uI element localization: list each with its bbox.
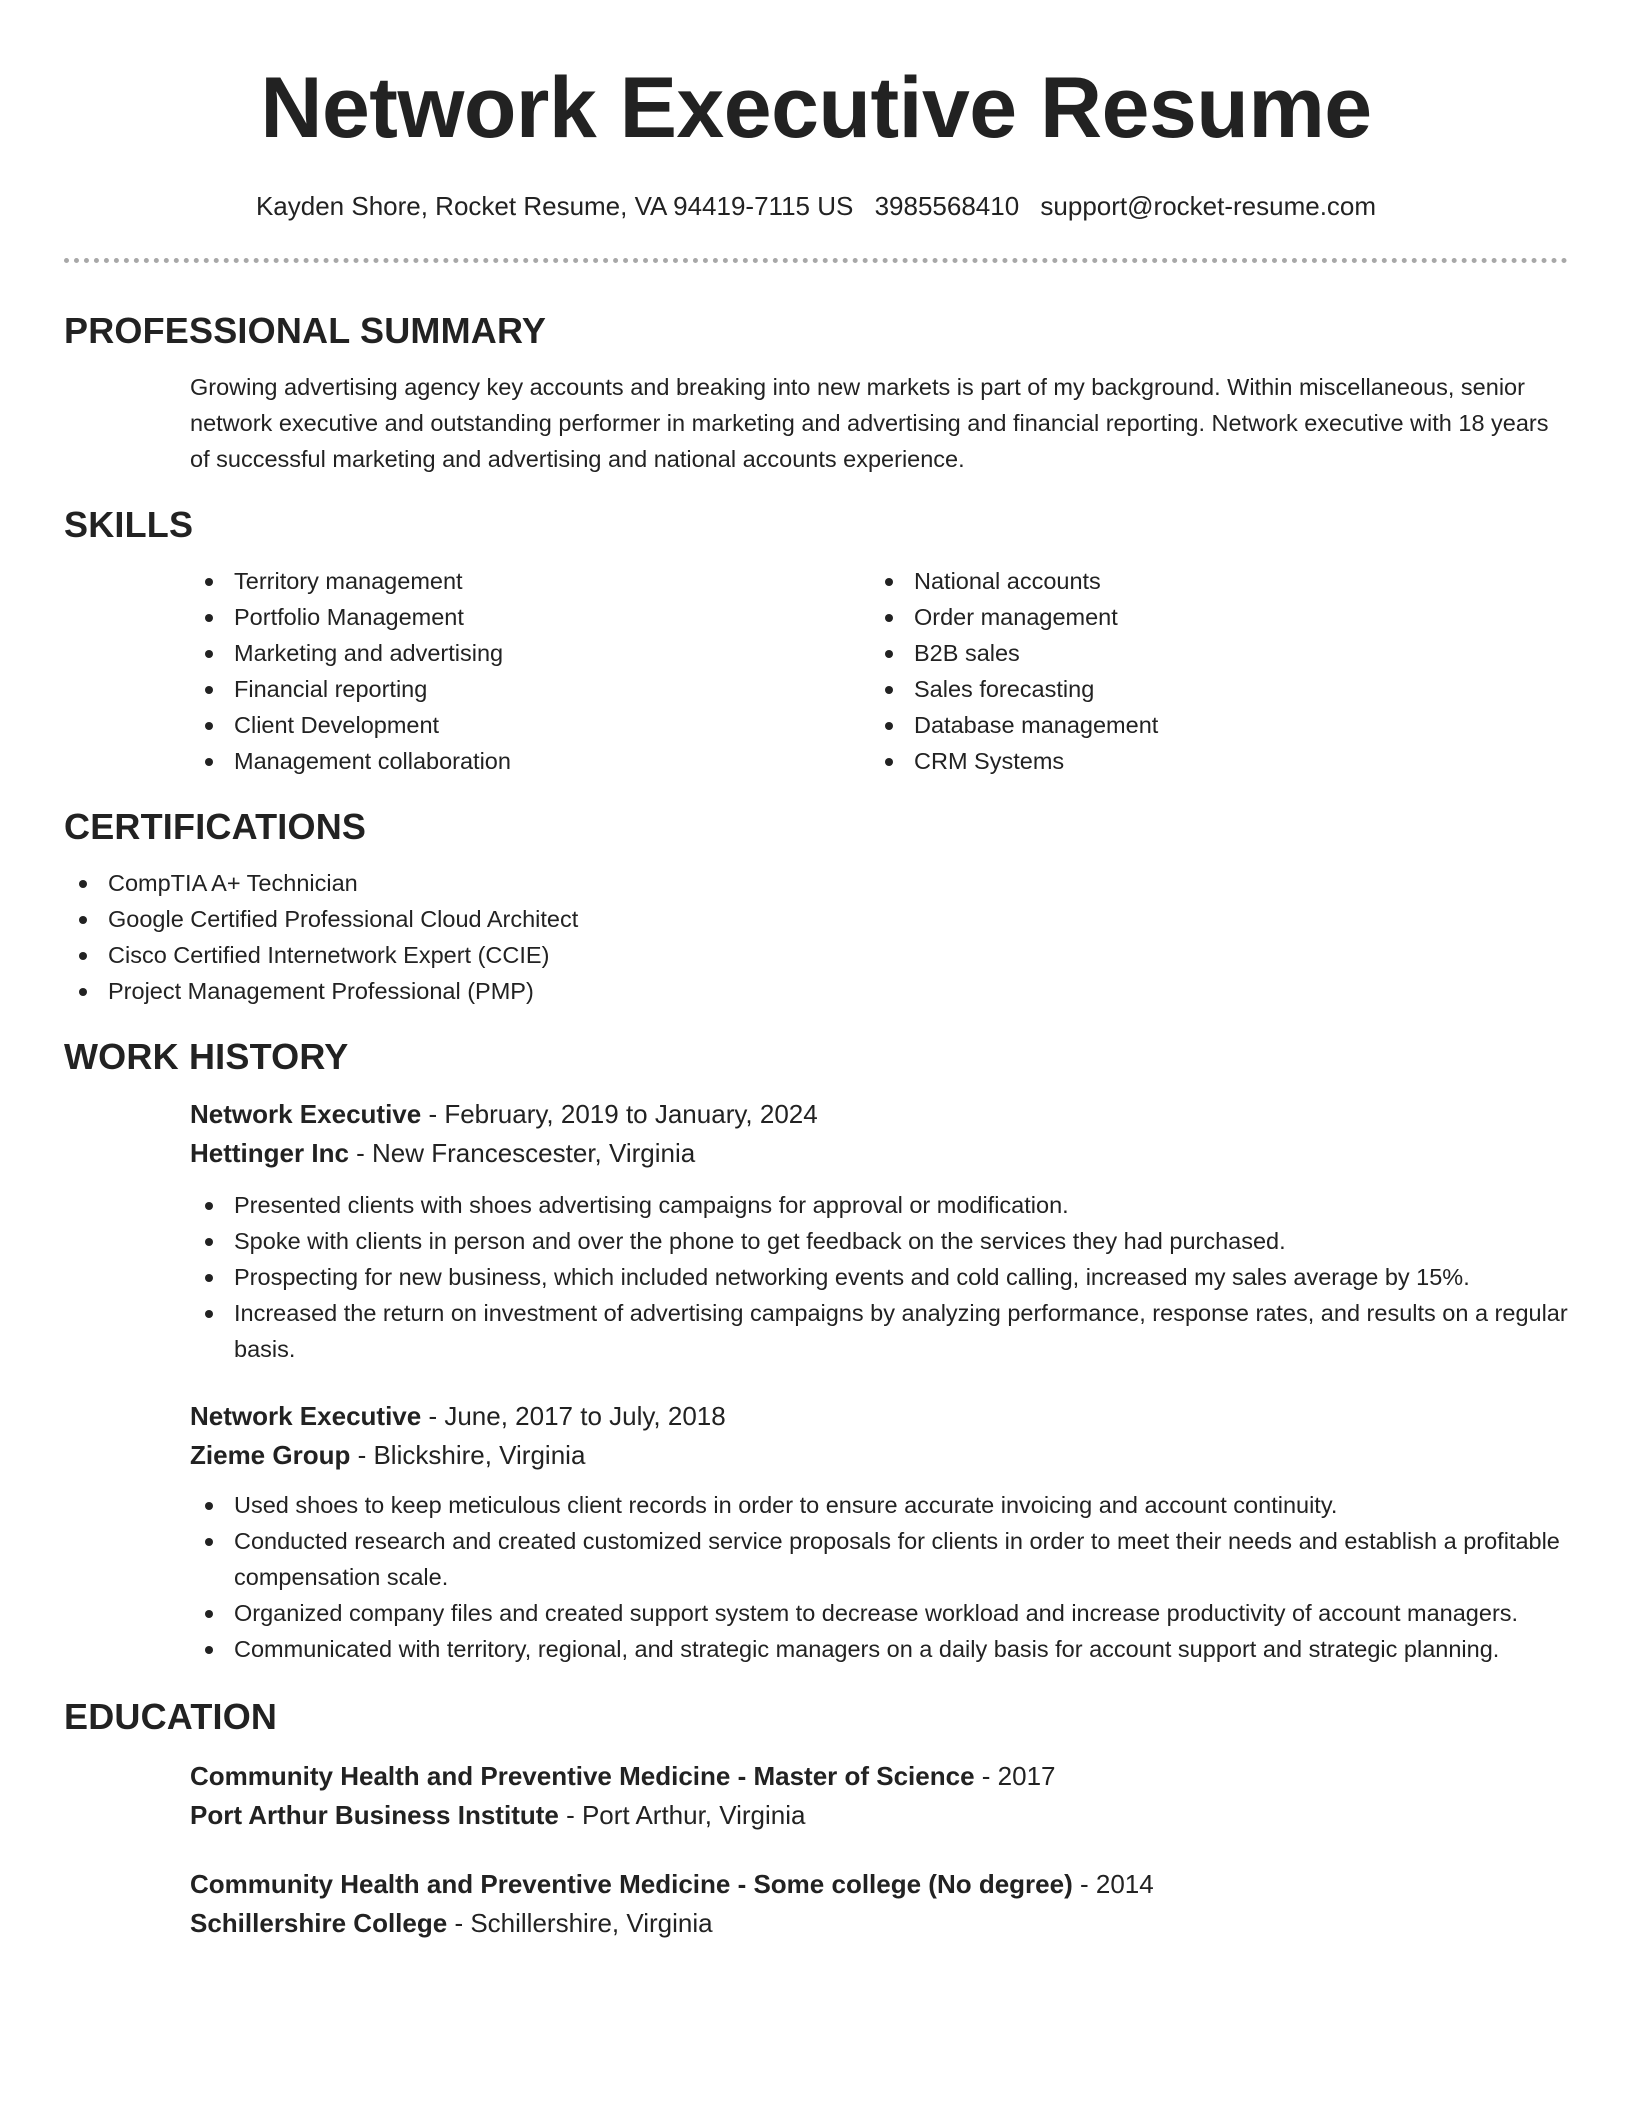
education-location: - Schillershire, Virginia [447,1908,713,1938]
job-company: Zieme Group [190,1440,351,1470]
education-degree-line [190,1757,1568,1796]
skill-item: Financial reporting [190,671,870,707]
certification-item: CompTIA A+ Technician [64,865,1568,901]
skill-item: Order management [870,599,1550,635]
summary-section [64,309,1568,477]
job-location: - New Francescester, Virginia [348,1138,696,1168]
certifications-section [64,805,1568,1009]
job-company-line [190,1436,1568,1475]
education-section [64,1695,1568,1943]
skill-item: National accounts [870,563,1550,599]
resume-title: Network Executive Resume [260,60,1372,156]
education-school: Schillershire College [190,1908,448,1938]
certifications-heading: CERTIFICATIONS [64,806,367,847]
job-bullet: Prospecting for new business, which included networking events and cold calling, increased my sales average by 15%. [190,1259,1568,1295]
skills-list-left [190,563,870,779]
contact-address: Kayden Shore, Rocket Resume, VA 94419-7115 US [255,191,854,221]
education-heading: EDUCATION [64,1696,278,1737]
certifications-list [64,865,1568,1009]
education-entry [190,1865,1568,1943]
education-year: - 2017 [974,1761,1056,1791]
job-dates: - June, 2017 to July, 2018 [421,1401,726,1431]
resume-page [64,0,1568,1943]
skill-item: Territory management [190,563,870,599]
skill-item: B2B sales [870,635,1550,671]
skill-item: Marketing and advertising [190,635,870,671]
job-bullets [190,1487,1568,1667]
job-title: Network Executive [190,1099,422,1129]
education-school: Port Arthur Business Institute [190,1800,559,1830]
skill-item: Portfolio Management [190,599,870,635]
summary-heading: PROFESSIONAL SUMMARY [64,310,547,351]
education-school-line [190,1904,1568,1943]
job-bullet: Presented clients with shoes advertising campaigns for approval or modification. [190,1187,1568,1223]
job-title: Network Executive [190,1401,422,1431]
education-year: - 2014 [1072,1869,1154,1899]
job-entry [190,1397,1568,1667]
skill-item: Sales forecasting [870,671,1550,707]
work-heading: WORK HISTORY [64,1036,349,1077]
education-degree-line [190,1865,1568,1904]
skills-columns [190,563,1568,779]
education-school-line [190,1796,1568,1835]
job-bullet: Increased the return on investment of advertising campaigns by analyzing performance, response rates, and results on a regular basis. [190,1295,1568,1367]
job-bullet: Spoke with clients in person and over the phone to get feedback on the services they had purchased. [190,1223,1568,1259]
certification-item: Project Management Professional (PMP) [64,973,1568,1009]
summary-text: Growing advertising agency key accounts and breaking into new markets is part of my background. Within miscellaneous, senior network executive and outstanding performer in marketing and advertising and financial reporting. Network executive with 18 years of successful marketing and advertising and national accounts experience. [190,374,1549,472]
job-bullet: Used shoes to keep meticulous client records in order to ensure accurate invoicing and account continuity. [190,1487,1568,1523]
skill-item: Management collaboration [190,743,870,779]
education-degree: Community Health and Preventive Medicine - Master of Science [190,1761,975,1791]
education-entry [190,1757,1568,1835]
job-location: - Blickshire, Virginia [350,1440,586,1470]
job-title-line [190,1397,1568,1436]
job-bullet: Organized company files and created support system to decrease workload and increase productivity of account managers. [190,1595,1568,1631]
education-degree: Community Health and Preventive Medicine - Some college (No degree) [190,1869,1073,1899]
job-dates: - February, 2019 to January, 2024 [421,1099,818,1129]
skill-item: Database management [870,707,1550,743]
skills-heading: SKILLS [64,504,194,545]
skill-item: CRM Systems [870,743,1550,779]
job-title-line [190,1095,1568,1134]
skills-list-right [870,563,1550,779]
job-bullets [190,1187,1568,1367]
job-entry [190,1095,1568,1367]
certification-item: Google Certified Professional Cloud Architect [64,901,1568,937]
job-company-line [190,1134,1568,1173]
skill-item: Client Development [190,707,870,743]
contact-line [64,188,1568,224]
contact-phone: 3985568410 [874,191,1020,221]
certification-item: Cisco Certified Internetwork Expert (CCIE) [64,937,1568,973]
job-bullet: Conducted research and created customized service proposals for clients in order to meet their needs and establish a profitable compensation scale. [190,1523,1568,1595]
skills-section [64,503,1568,779]
work-section [64,1035,1568,1667]
contact-email: support@rocket-resume.com [1040,191,1377,221]
header-divider [64,258,1568,263]
job-company: Hettinger Inc [190,1138,349,1168]
job-bullet: Communicated with territory, regional, and strategic managers on a daily basis for account support and strategic planning. [190,1631,1568,1667]
education-location: - Port Arthur, Virginia [558,1800,806,1830]
